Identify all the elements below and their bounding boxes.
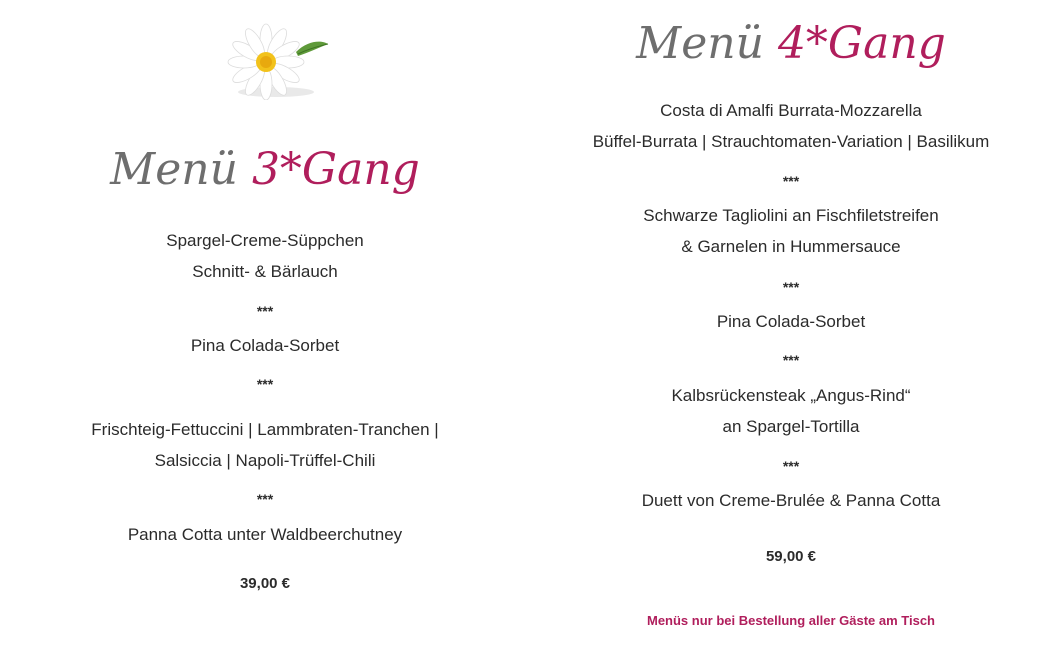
course-separator: *** (782, 173, 800, 189)
course-separator: *** (256, 376, 274, 392)
menu-3-title: Menü 3*Gang (110, 144, 420, 195)
course-4: Kalbsrückensteak „Angus-Rind“ an Spargel-Tortilla (671, 386, 911, 436)
course-3: Frischteig-Fettuccini | Lammbraten-Tranchen | Salsiccia | Napoli-Trüffel-Chili (91, 420, 439, 470)
menu-4-title: Menü 4*Gang (636, 18, 946, 69)
course-separator: *** (782, 279, 800, 295)
course-3: Pina Colada-Sorbet (716, 312, 866, 331)
course-2: Schwarze Tagliolini an Fischfiletstreifen & Garnelen in Hummersauce (643, 206, 939, 256)
menu-4-price: 59,00 € (765, 548, 817, 565)
course-2: Pina Colada-Sorbet (190, 336, 340, 355)
course-separator: *** (782, 458, 800, 474)
menu-3-price: 39,00 € (239, 575, 291, 592)
course-separator: *** (782, 352, 800, 368)
daisy-flower-image (226, 22, 330, 100)
course-1: Spargel-Creme-Süppchen Schnitt- & Bärlauch (166, 231, 364, 281)
course-4: Panna Cotta unter Waldbeerchutney (127, 525, 403, 544)
course-separator: *** (256, 491, 274, 507)
course-separator: *** (256, 303, 274, 319)
course-1: Costa di Amalfi Burrata-Mozzarella Büffel-Burrata | Strauchtomaten-Variation | Basilikum (592, 101, 990, 151)
order-note: Menüs nur bei Bestellung aller Gäste am Tisch (646, 613, 935, 628)
course-5: Duett von Creme-Brulée & Panna Cotta (641, 491, 941, 510)
